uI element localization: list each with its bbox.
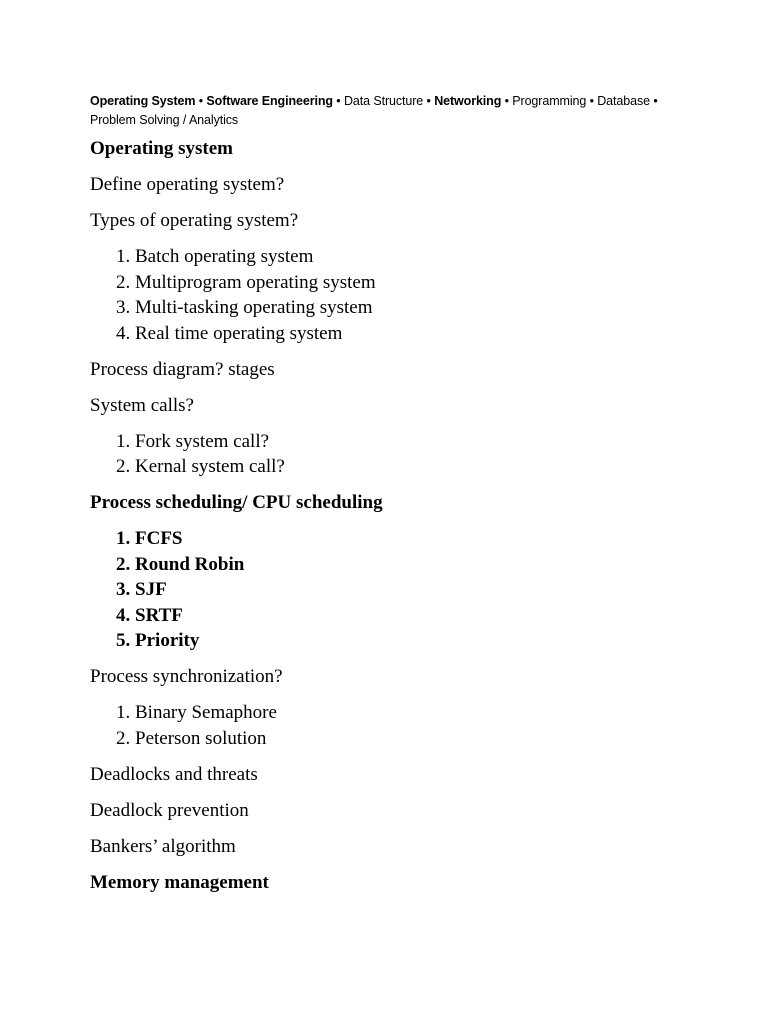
list-item: 1. Binary Semaphore [135,700,690,726]
scheduling-list [90,526,690,654]
list-item: 2. Kernal system call? [135,454,690,480]
topic-tagline: Operating System • Software Engineering • Data Structure • Networking • Programming • Database • Problem Solving / Analytics [90,94,658,127]
tagline-topic: Software Engineering [206,94,333,108]
list-item: 4. Real time operating system [135,321,690,347]
section-heading-operating-system: Operating system [90,138,234,159]
question-system-calls: System calls? [90,394,194,416]
section-heading-memory: Memory management [90,871,269,893]
tagline-separator: • [332,94,344,108]
document-body [90,136,690,895]
item-deadlock-prevention: Deadlock prevention [90,799,249,821]
question-process-sync: Process synchronization? [90,666,283,687]
tagline-separator: • [501,94,513,108]
list-item: 2. Multiprogram operating system [135,270,690,296]
tagline-separator: • [195,94,207,108]
system-calls-list [90,429,690,480]
item-bankers-algorithm: Bankers’ algorithm [90,835,236,857]
document-page [90,92,690,906]
sync-list [90,700,690,751]
tagline-topic: Operating System [90,94,196,108]
list-item: 1. FCFS [135,526,690,552]
tagline-topic: Database [597,94,650,108]
os-types-list [90,244,690,346]
list-item: 2. Peterson solution [135,726,690,752]
tagline-topic: Networking [434,94,502,108]
list-item: 4. SRTF [135,603,690,629]
tagline-separator: • [586,94,598,108]
question-define-os: Define operating system? [90,174,285,195]
section-heading-scheduling: Process scheduling/ CPU scheduling [90,492,383,513]
list-item: 3. Multi-tasking operating system [135,295,690,321]
list-item: 1. Fork system call? [135,429,690,455]
tagline-topic: Data Structure [343,94,424,108]
list-item: 1. Batch operating system [135,244,690,270]
tagline-separator: • [423,94,435,108]
list-item: 5. Priority [135,628,690,654]
list-item: 2. Round Robin [135,552,690,578]
list-item: 3. SJF [135,577,690,603]
item-deadlocks: Deadlocks and threats [90,763,258,785]
question-process-diagram: Process diagram? stages [90,358,275,380]
tagline-topic: Programming [512,94,587,108]
tagline-topic: Problem Solving / Analytics [90,113,239,127]
question-types-os: Types of operating system? [90,210,299,231]
